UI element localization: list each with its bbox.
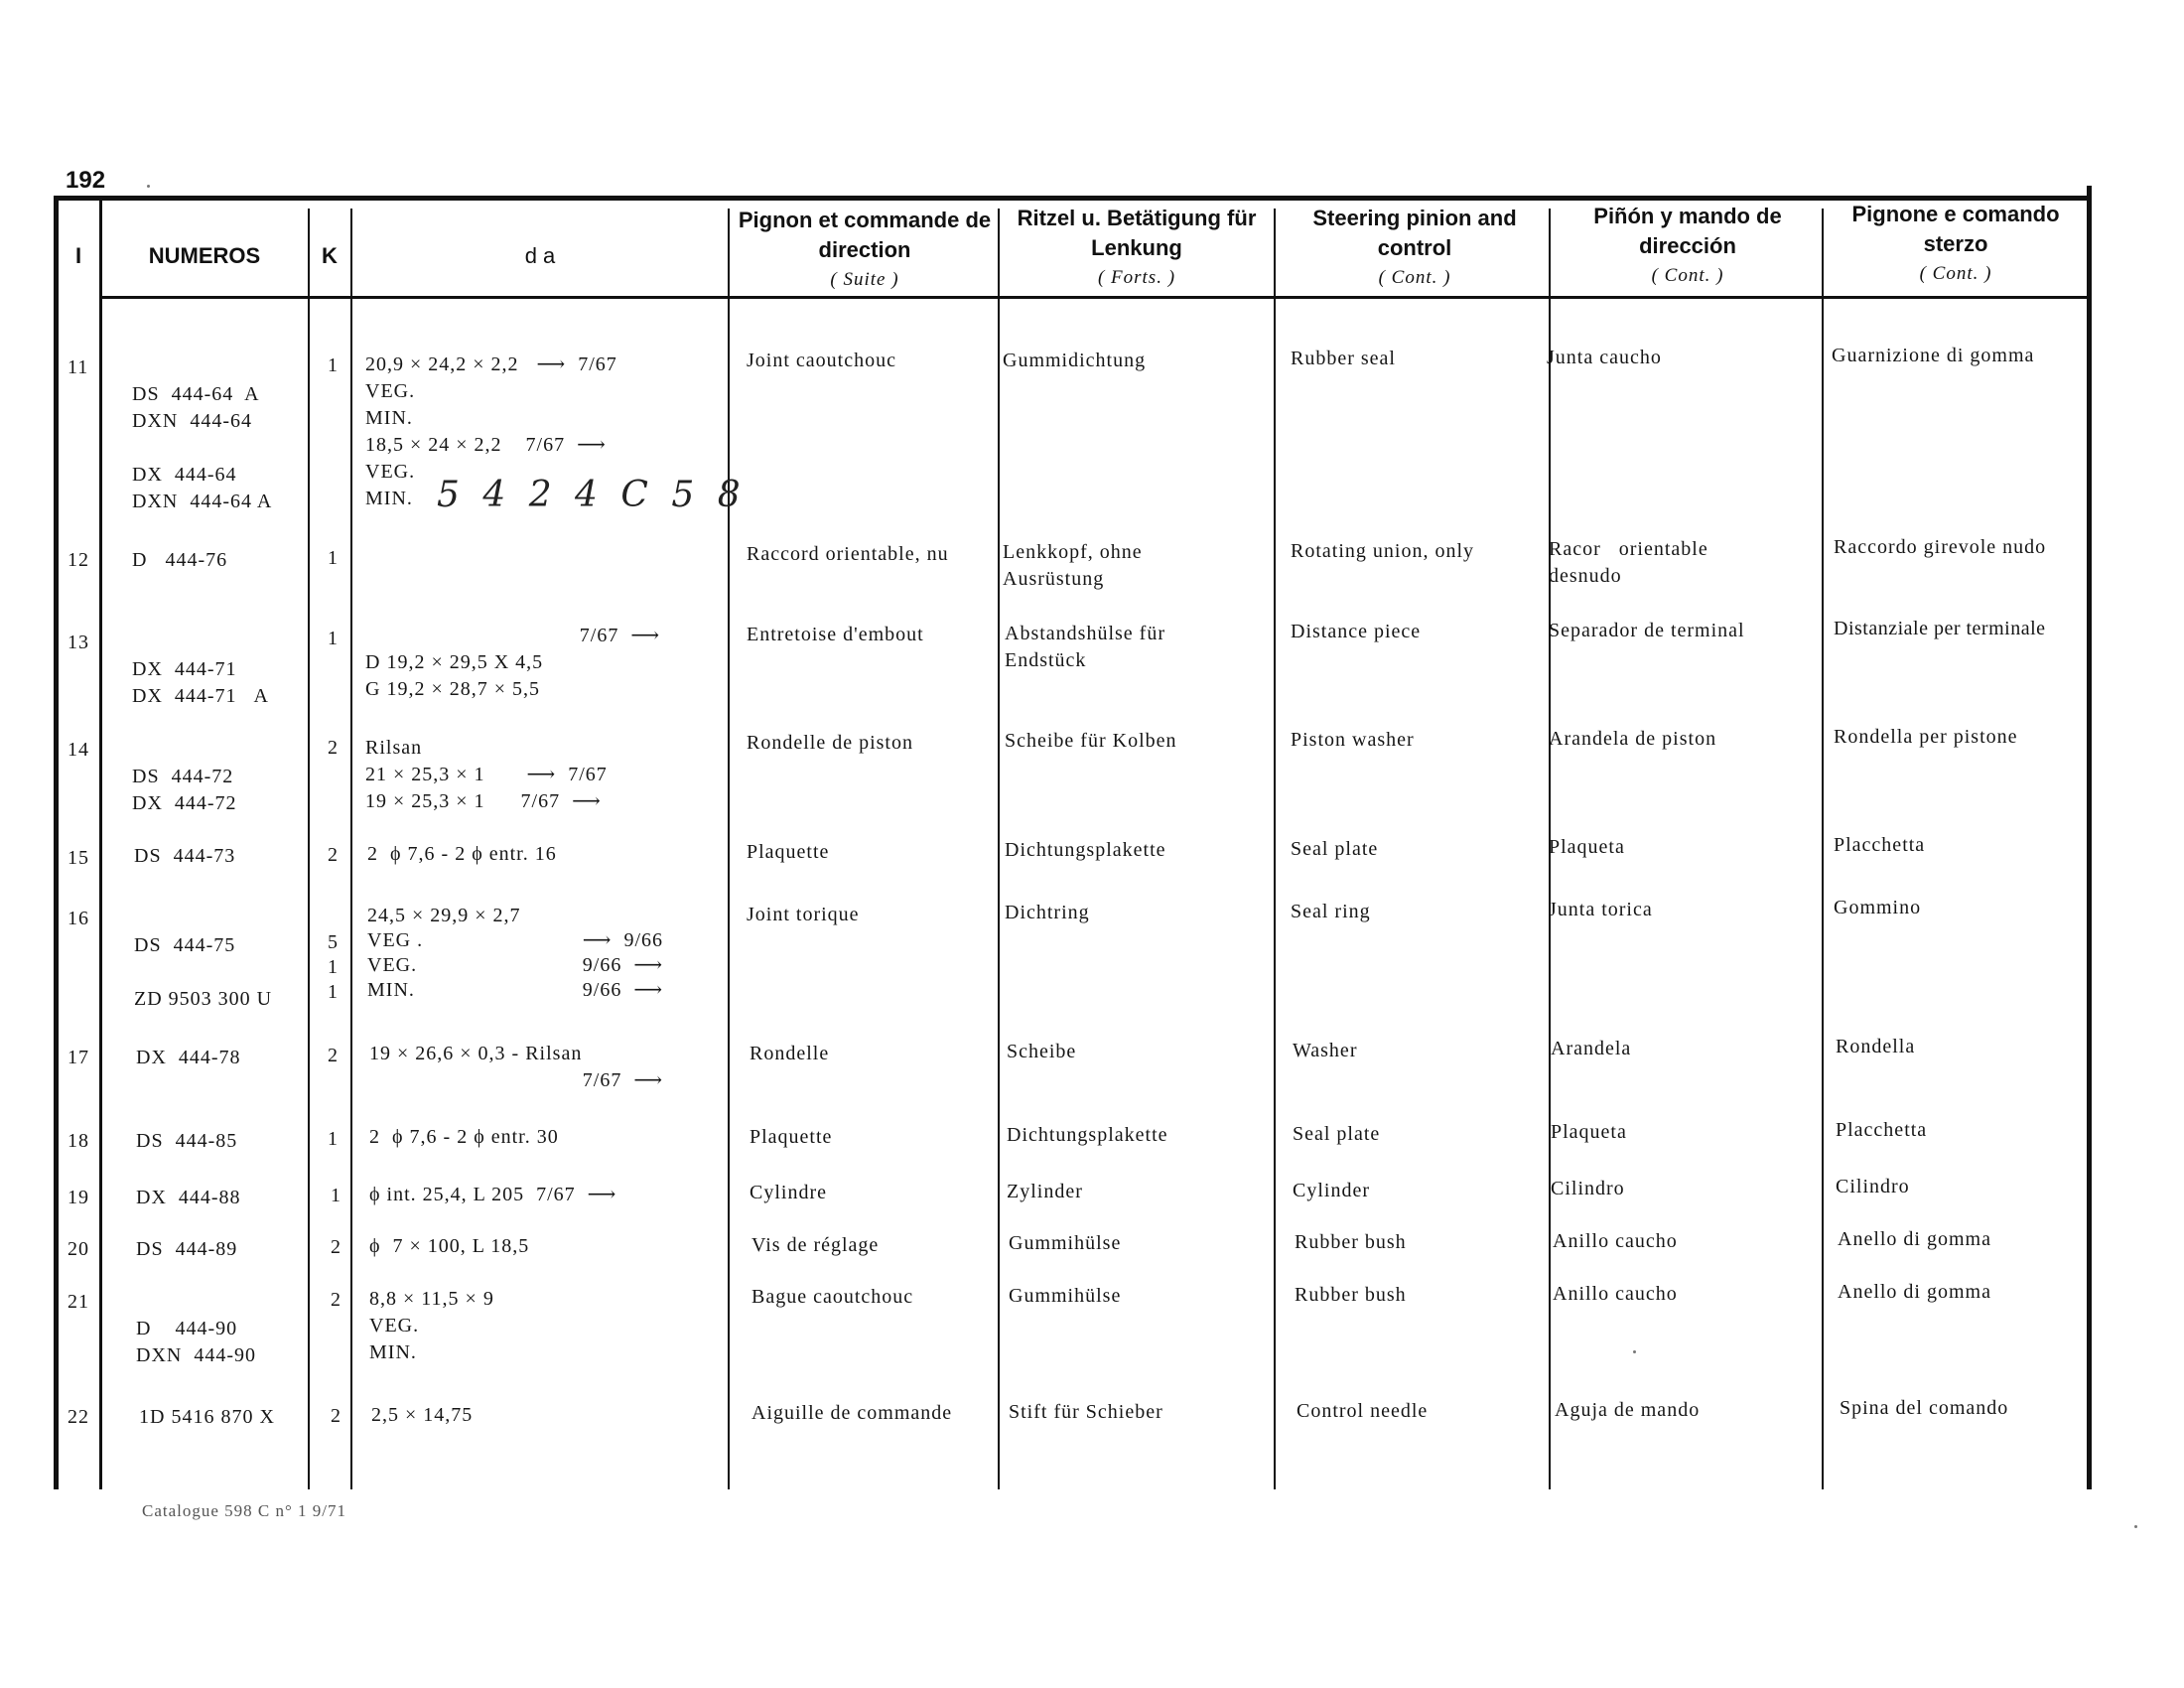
row-21-en: Rubber bush	[1295, 1284, 1407, 1306]
row-14-it: Rondella per pistone	[1834, 726, 2018, 748]
row-17-k: 2	[328, 1045, 339, 1066]
row-16-da: 24,5 × 29,9 × 2,7 VEG . VEG. MIN.	[367, 905, 521, 1001]
row-18-fr: Plaquette	[750, 1126, 833, 1148]
header-fr	[735, 206, 995, 295]
row-18-da: 2 ϕ 7,6 - 2 ϕ entr. 30	[369, 1126, 559, 1148]
row-14-fr: Rondelle de piston	[747, 732, 913, 754]
row-16-de: Dichtring	[1005, 902, 1090, 923]
row-19-fr: Cylindre	[750, 1182, 827, 1203]
row-19-da: ϕ int. 25,4, L 205 7/67 ⟶	[369, 1184, 617, 1205]
row-20-numeros: DS 444-89	[136, 1238, 238, 1260]
col-divider-de	[1274, 209, 1276, 1489]
row-21-fr: Bague caoutchouc	[751, 1286, 914, 1308]
row-19-de: Zylinder	[1007, 1181, 1083, 1202]
row-18-de: Dichtungsplakette	[1007, 1124, 1168, 1146]
row-13-da-date: 7/67 ⟶	[579, 625, 660, 646]
row-11-index: 11	[68, 356, 89, 378]
header-de-title: Ritzel u. Betätigung für Lenkung	[1017, 206, 1257, 260]
row-22-da: 2,5 × 14,75	[371, 1404, 474, 1426]
row-17-da-date: 7/67 ⟶	[582, 1069, 663, 1091]
row-14-da: Rilsan 21 × 25,3 × 1 ⟶ 7/67 19 × 25,3 × 1 7/67 ⟶	[365, 737, 608, 812]
table-top-rule	[54, 196, 2091, 201]
row-18-en: Seal plate	[1293, 1123, 1381, 1145]
row-12-es: Racor orientable desnudo	[1549, 538, 1708, 587]
header-index: I	[74, 243, 82, 268]
row-22-de: Stift für Schieber	[1009, 1401, 1163, 1423]
row-20-it: Anello di gomma	[1838, 1228, 1991, 1250]
row-15-en: Seal plate	[1291, 838, 1379, 860]
row-20-de: Gummihülse	[1009, 1232, 1122, 1254]
row-12-it: Raccordo girevole nudo	[1834, 536, 2047, 558]
header-bottom-rule	[99, 296, 2091, 299]
row-13-it: Distanziale per terminale	[1834, 618, 2046, 639]
row-22-numeros: 1D 5416 870 X	[139, 1406, 275, 1428]
row-12-en: Rotating union, only	[1291, 540, 1474, 562]
row-19-index: 19	[68, 1187, 89, 1208]
row-13-fr: Entretoise d'embout	[747, 624, 924, 645]
col-divider-es	[1822, 209, 1824, 1489]
row-20-k: 2	[331, 1236, 341, 1258]
row-13-de: Abstandshülse für Endstück	[1005, 623, 1165, 671]
row-14-k: 2	[328, 737, 339, 759]
row-15-index: 15	[68, 847, 89, 869]
row-13-es: Separador de terminal	[1549, 620, 1745, 641]
row-12-k: 1	[328, 547, 339, 569]
header-fr-sub: ( Suite )	[830, 269, 899, 290]
header-da	[353, 241, 727, 271]
header-it-title: Pignone e comando sterzo	[1851, 202, 2060, 256]
row-12-index: 12	[68, 549, 89, 571]
row-11-es: Junta caucho	[1547, 347, 1662, 368]
row-20-fr: Vis de réglage	[751, 1234, 880, 1256]
header-en-sub: ( Cont. )	[1378, 267, 1451, 288]
row-17-index: 17	[68, 1047, 89, 1068]
row-14-es: Arandela de piston	[1549, 728, 1717, 750]
row-13-en: Distance piece	[1291, 621, 1422, 642]
row-15-k: 2	[328, 844, 339, 866]
row-19-numeros: DX 444-88	[136, 1187, 241, 1208]
row-11-k: 1	[328, 354, 339, 376]
row-21-da: 8,8 × 11,5 × 9 VEG. MIN.	[369, 1288, 494, 1363]
header-fr-title: Pignon et commande de direction	[738, 208, 992, 262]
row-11-numeros: DS 444-64 A DXN 444-64 DX 444-64 DXN 444-64 A	[132, 383, 273, 512]
row-22-index: 22	[68, 1406, 89, 1428]
row-16-fr: Joint torique	[747, 904, 860, 925]
table-right-border	[2087, 186, 2092, 1489]
row-20-en: Rubber bush	[1295, 1231, 1407, 1253]
row-11-fr: Joint caoutchouc	[747, 350, 896, 371]
row-19-it: Cilindro	[1836, 1176, 1910, 1197]
row-11-it: Guarnizione di gomma	[1832, 345, 2035, 366]
scan-speck	[2134, 1525, 2137, 1528]
row-12-numeros: D 444-76	[132, 549, 228, 571]
row-12-de: Lenkkopf, ohne Ausrüstung	[1003, 541, 1143, 590]
header-es-sub: ( Cont. )	[1651, 265, 1724, 286]
row-16-da-dates: ⟶ 9/66 9/66 ⟶ 9/66 ⟶	[582, 929, 663, 1001]
row-19-es: Cilindro	[1551, 1178, 1625, 1199]
row-11-en: Rubber seal	[1291, 348, 1396, 369]
row-22-k: 2	[331, 1405, 341, 1427]
handwritten-note: 5 4 2 4 C 5 8	[437, 475, 747, 515]
row-17-es: Arandela	[1551, 1038, 1632, 1059]
page-number: 192	[66, 167, 106, 194]
col-divider-index	[99, 199, 102, 1489]
row-15-es: Plaqueta	[1549, 836, 1625, 858]
row-15-da: 2 ϕ 7,6 - 2 ϕ entr. 16	[367, 843, 557, 865]
row-16-k: 5 1 1	[328, 931, 339, 1003]
row-18-it: Placchetta	[1836, 1119, 1928, 1141]
row-16-it: Gommino	[1834, 897, 1922, 918]
row-21-index: 21	[68, 1291, 89, 1313]
row-17-fr: Rondelle	[750, 1043, 830, 1064]
row-18-k: 1	[328, 1128, 339, 1150]
row-22-es: Aguja de mando	[1555, 1399, 1701, 1421]
row-22-en: Control needle	[1297, 1400, 1429, 1422]
header-en-title: Steering pinion and control	[1312, 206, 1517, 260]
row-14-numeros: DS 444-72 DX 444-72	[132, 766, 237, 814]
scan-speck	[1633, 1350, 1636, 1353]
scan-speck	[147, 185, 150, 188]
header-it-sub: ( Cont. )	[1919, 263, 1992, 284]
header-es-title: Piñón y mando de dirección	[1593, 204, 1782, 258]
row-21-numeros: D 444-90 DXN 444-90	[136, 1318, 256, 1366]
row-11-da: 20,9 × 24,2 × 2,2 ⟶ 7/67 VEG. MIN. 18,5 × 24 × 2,2 7/67 ⟶ VEG. MIN.	[365, 353, 617, 509]
row-19-k: 1	[331, 1185, 341, 1206]
col-divider-fr	[998, 209, 1000, 1489]
header-de	[1003, 204, 1271, 293]
row-21-k: 2	[331, 1289, 341, 1311]
row-21-es: Anillo caucho	[1553, 1283, 1678, 1305]
row-20-es: Anillo caucho	[1553, 1230, 1678, 1252]
footer-catalogue-ref: Catalogue 598 C n° 1 9/71	[142, 1501, 347, 1520]
row-16-index: 16	[68, 908, 89, 929]
row-17-da: 19 × 26,6 × 0,3 - Rilsan	[369, 1043, 583, 1064]
row-15-de: Dichtungsplakette	[1005, 839, 1166, 861]
row-16-es: Junta torica	[1549, 899, 1653, 920]
row-18-index: 18	[68, 1130, 89, 1152]
header-da-text: d a	[524, 243, 556, 268]
row-11-de: Gummidichtung	[1003, 350, 1147, 371]
row-17-en: Washer	[1293, 1040, 1358, 1061]
col-divider-k	[350, 209, 352, 1489]
row-17-it: Rondella	[1836, 1036, 1916, 1057]
header-it	[1832, 200, 2080, 289]
row-17-de: Scheibe	[1007, 1041, 1077, 1062]
col-divider-da	[728, 209, 730, 1489]
row-15-numeros: DS 444-73	[134, 845, 236, 867]
row-18-numeros: DS 444-85	[136, 1130, 238, 1152]
table-left-border	[54, 199, 59, 1489]
row-14-de: Scheibe für Kolben	[1005, 730, 1177, 752]
header-en	[1300, 204, 1529, 293]
row-21-it: Anello di gomma	[1838, 1281, 1991, 1303]
row-17-numeros: DX 444-78	[136, 1047, 241, 1068]
row-14-en: Piston washer	[1291, 729, 1415, 751]
row-19-en: Cylinder	[1293, 1180, 1370, 1201]
row-20-index: 20	[68, 1238, 89, 1260]
row-16-numeros: DS 444-75 ZD 9503 300 U	[134, 934, 273, 1010]
row-22-it: Spina del comando	[1840, 1397, 2009, 1419]
row-13-numeros: DX 444-71 DX 444-71 A	[132, 658, 269, 707]
header-numeros: NUMEROS	[148, 243, 261, 268]
row-20-da: ϕ 7 × 100, L 18,5	[369, 1235, 530, 1257]
header-k: K	[322, 243, 338, 268]
row-18-es: Plaqueta	[1551, 1121, 1627, 1143]
row-16-en: Seal ring	[1291, 901, 1371, 922]
row-13-index: 13	[68, 632, 89, 653]
row-22-fr: Aiguille de commande	[751, 1402, 953, 1424]
header-de-sub: ( Forts. )	[1097, 267, 1176, 288]
row-21-de: Gummihülse	[1009, 1285, 1122, 1307]
col-divider-numeros	[308, 209, 310, 1489]
row-15-fr: Plaquette	[747, 841, 830, 863]
row-13-da: D 19,2 × 29,5 X 4,5 G 19,2 × 28,7 × 5,5	[365, 651, 544, 700]
header-es	[1573, 202, 1802, 291]
row-12-fr: Raccord orientable, nu	[747, 543, 949, 565]
row-15-it: Placchetta	[1834, 834, 1926, 856]
row-14-index: 14	[68, 739, 89, 761]
row-13-k: 1	[328, 628, 339, 649]
